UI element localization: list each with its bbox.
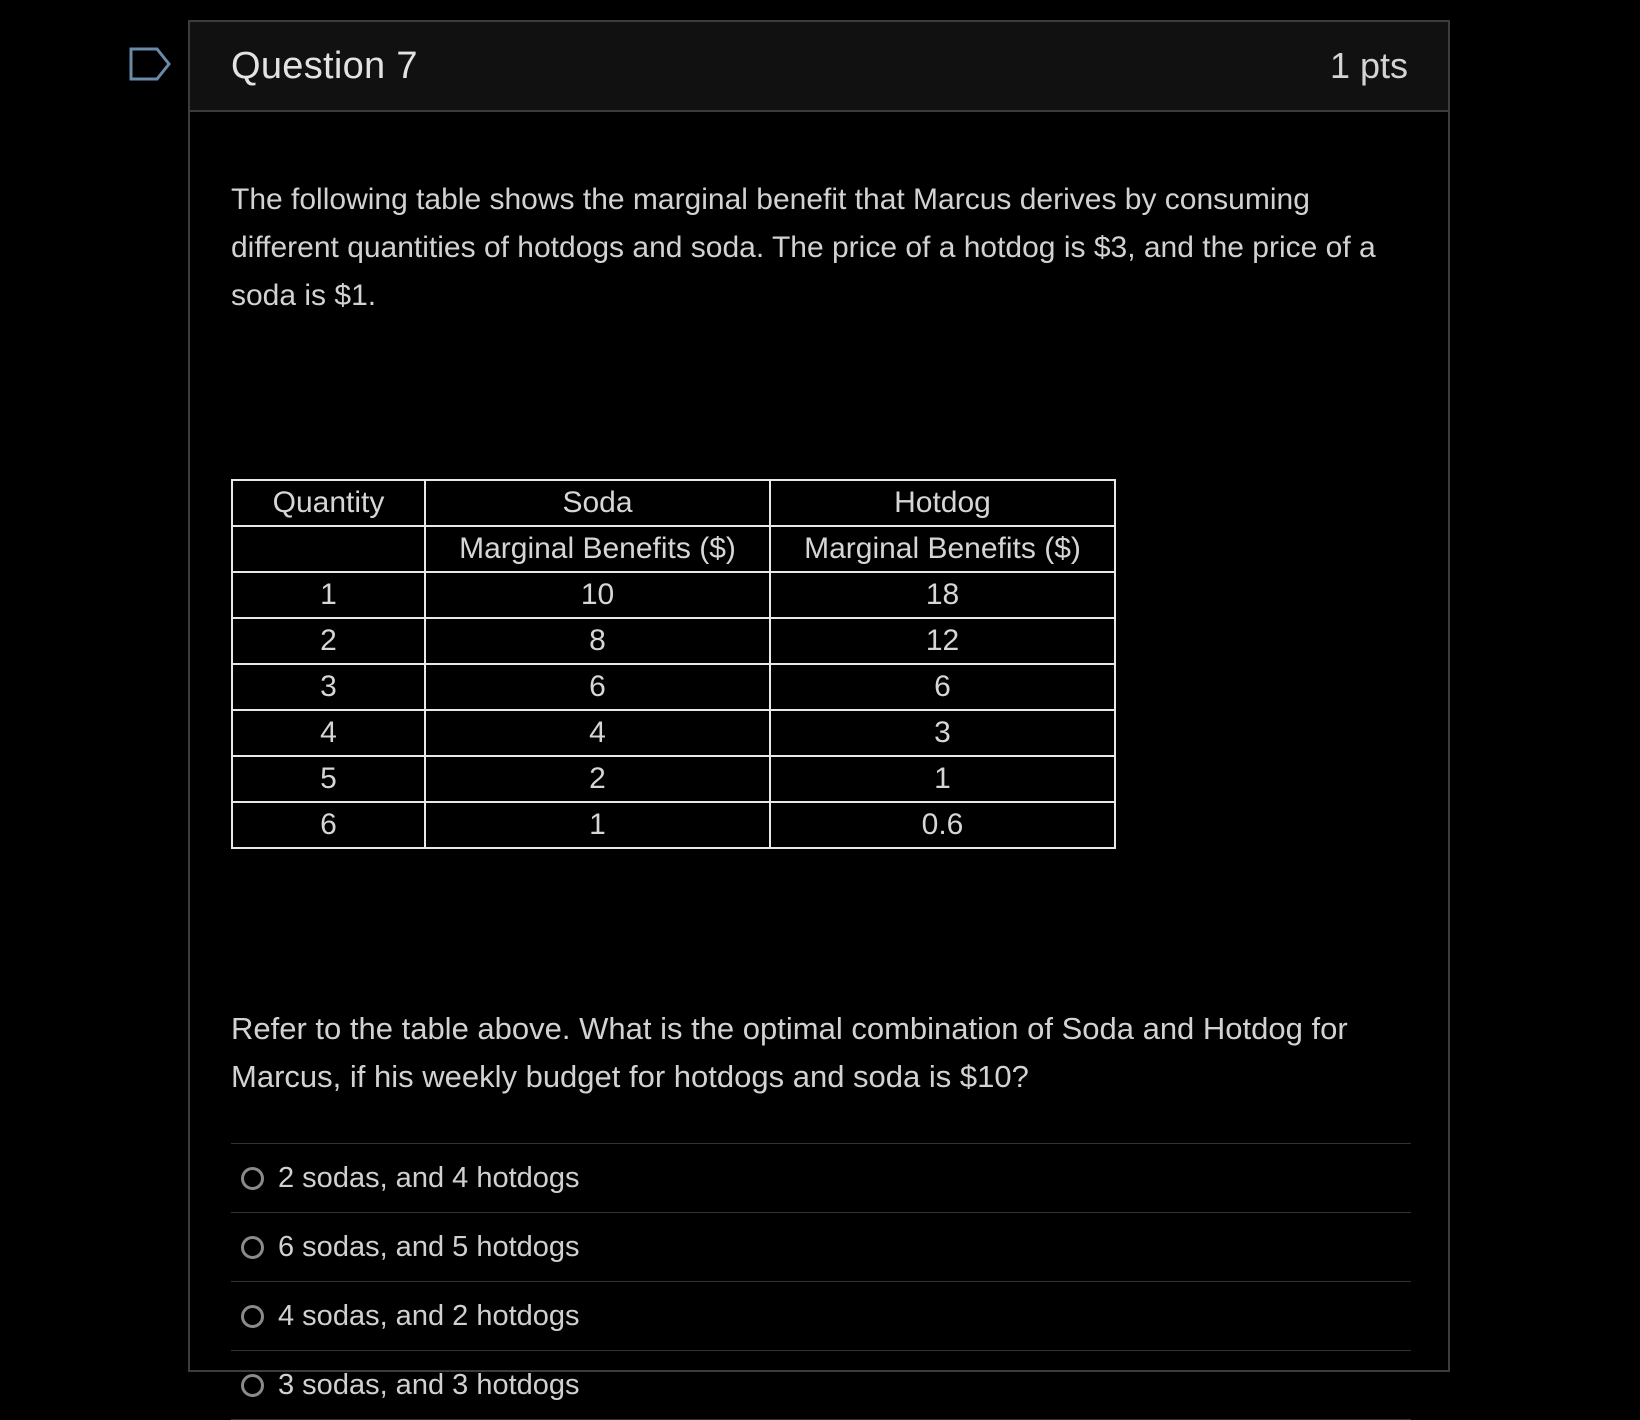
- table-cell-soda: 4: [425, 710, 770, 756]
- radio-unchecked-icon[interactable]: [241, 1305, 264, 1328]
- answer-list: [231, 1143, 1411, 1420]
- table-row: [232, 572, 1115, 618]
- table-cell-quantity: 2: [232, 618, 425, 664]
- table-row: [232, 664, 1115, 710]
- table-cell-hotdog: 18: [770, 572, 1115, 618]
- table-cell-soda: 1: [425, 802, 770, 848]
- question-header: [190, 22, 1448, 112]
- table-subheader-cell: [232, 526, 425, 572]
- table-cell-quantity: 5: [232, 756, 425, 802]
- question-title: Question 7: [231, 44, 418, 87]
- table-cell-soda: 8: [425, 618, 770, 664]
- table-row: [232, 710, 1115, 756]
- table-cell-quantity: 1: [232, 572, 425, 618]
- table-cell-hotdog: 12: [770, 618, 1115, 664]
- table-row: [232, 802, 1115, 848]
- answer-option[interactable]: [231, 1144, 1411, 1213]
- radio-unchecked-icon[interactable]: [241, 1167, 264, 1190]
- answer-label[interactable]: 3 sodas, and 3 hotdogs: [278, 1368, 580, 1401]
- table-subheader-cell: Marginal Benefits ($): [770, 526, 1115, 572]
- answer-label[interactable]: 2 sodas, and 4 hotdogs: [278, 1161, 580, 1194]
- table-cell-soda: 10: [425, 572, 770, 618]
- table-header-row: [232, 480, 1115, 526]
- table-row: [232, 756, 1115, 802]
- question-points: 1 pts: [1329, 45, 1408, 86]
- table-header-cell: Soda: [425, 480, 770, 526]
- table-cell-hotdog: 1: [770, 756, 1115, 802]
- answer-label[interactable]: 6 sodas, and 5 hotdogs: [278, 1230, 580, 1263]
- question-prompt-text: Refer to the table above. What is the optimal combination of Soda and Hotdog for Marcus, if his weekly budget for hotdogs and soda is $10?: [231, 1011, 1348, 1094]
- question-intro-text: The following table shows the marginal benefit that Marcus derives by consuming different quantities of hotdogs and soda. The price of a hotdog is $3, and the price of a soda is $1.: [231, 183, 1376, 312]
- table-cell-soda: 6: [425, 664, 770, 710]
- marginal-benefit-table: [231, 479, 1116, 849]
- table-subheader-cell: Marginal Benefits ($): [425, 526, 770, 572]
- answer-label[interactable]: 4 sodas, and 2 hotdogs: [278, 1299, 580, 1332]
- table-cell-hotdog: 0.6: [770, 802, 1115, 848]
- answer-option[interactable]: [231, 1282, 1411, 1351]
- question-card: [188, 20, 1450, 1401]
- table-cell-soda: 2: [425, 756, 770, 802]
- answer-option[interactable]: [231, 1213, 1411, 1282]
- table-header-cell: Quantity: [232, 480, 425, 526]
- table-header-cell: Hotdog: [770, 480, 1115, 526]
- answer-option[interactable]: [231, 1351, 1411, 1420]
- table-cell-quantity: 4: [232, 710, 425, 756]
- flag-question-icon[interactable]: [128, 46, 172, 82]
- table-cell-hotdog: 3: [770, 710, 1115, 756]
- table-row: [232, 618, 1115, 664]
- radio-unchecked-icon[interactable]: [241, 1236, 264, 1259]
- radio-unchecked-icon[interactable]: [241, 1374, 264, 1397]
- table-subheader-row: [232, 526, 1115, 572]
- table-cell-quantity: 3: [232, 664, 425, 710]
- table-cell-quantity: 6: [232, 802, 425, 848]
- table-cell-hotdog: 6: [770, 664, 1115, 710]
